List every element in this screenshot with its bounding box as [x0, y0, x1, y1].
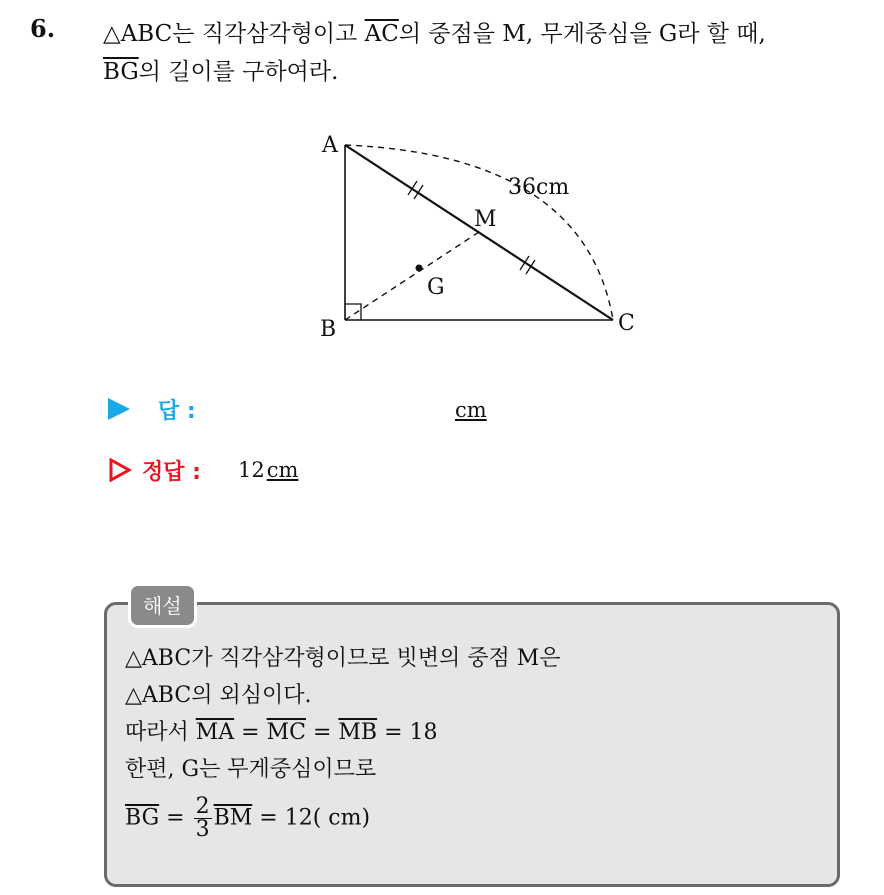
label-m: M — [474, 207, 497, 232]
segment-mc: $\overline{MC}$ — [266, 720, 306, 745]
correct-answer-number: 12 — [238, 458, 265, 482]
play-outline-icon — [108, 458, 132, 482]
explanation-line-1: △ABC가 직각삼각형이므로 빗변의 중점 M은 — [125, 646, 561, 671]
explanation-tag: 해설 — [128, 583, 197, 628]
question-number: 6. — [30, 14, 56, 43]
fraction-two-thirds: $\frac{2}{3}$ — [195, 794, 210, 842]
label-b: B — [320, 317, 337, 342]
segment-bm: $\overline{BM}$ — [213, 805, 253, 831]
segment-bg-expl: $\overline{BG}$ — [125, 805, 160, 831]
explanation-line-2: △ABC의 외심이다. — [125, 683, 312, 708]
correct-answer-row — [108, 455, 201, 486]
segment-ma: $\overline{MA}$ — [195, 720, 235, 745]
explanation-text — [125, 640, 561, 841]
segment-bg: $\overline{BG}$ — [103, 59, 139, 85]
label-a: A — [322, 133, 338, 158]
centroid-point — [416, 265, 423, 272]
correct-answer-value — [238, 458, 298, 482]
correct-answer-unit: cm — [266, 458, 299, 482]
label-c: C — [618, 311, 635, 336]
explanation-line-3: 따라서 $\overline{MA} = \overline{MC} = \overline{MB} = 18$ — [125, 720, 438, 745]
question-text-part3: 의 길이를 구하여라. — [138, 59, 339, 85]
label-g: G — [427, 275, 445, 300]
answer-unit: cm — [455, 398, 487, 422]
question-text-part1: △ABC는 직각삼각형이고 — [103, 21, 365, 47]
segment-ac: $\overline{AC}$ — [364, 21, 399, 47]
length-label: 36cm — [508, 175, 570, 200]
explanation-equation: $\overline{BG}$ = $\frac{2}{3}$ $\overline{BM} = 12$( cm) — [125, 794, 371, 842]
segment-mb: $\overline{MB}$ — [338, 720, 378, 745]
triangle-figure — [310, 120, 670, 350]
question-text-part2: 의 중점을 M, 무게중심을 G라 할 때, — [398, 21, 766, 47]
correct-answer-label: 정답 : — [142, 460, 201, 485]
explanation-line-4: 한편, G는 무게중심이므로 — [125, 757, 377, 782]
answer-label: 답 : — [158, 399, 196, 424]
median-bm — [345, 232, 479, 320]
answer-row — [108, 394, 196, 425]
play-arrow-icon — [108, 398, 130, 420]
question-text — [103, 15, 873, 91]
